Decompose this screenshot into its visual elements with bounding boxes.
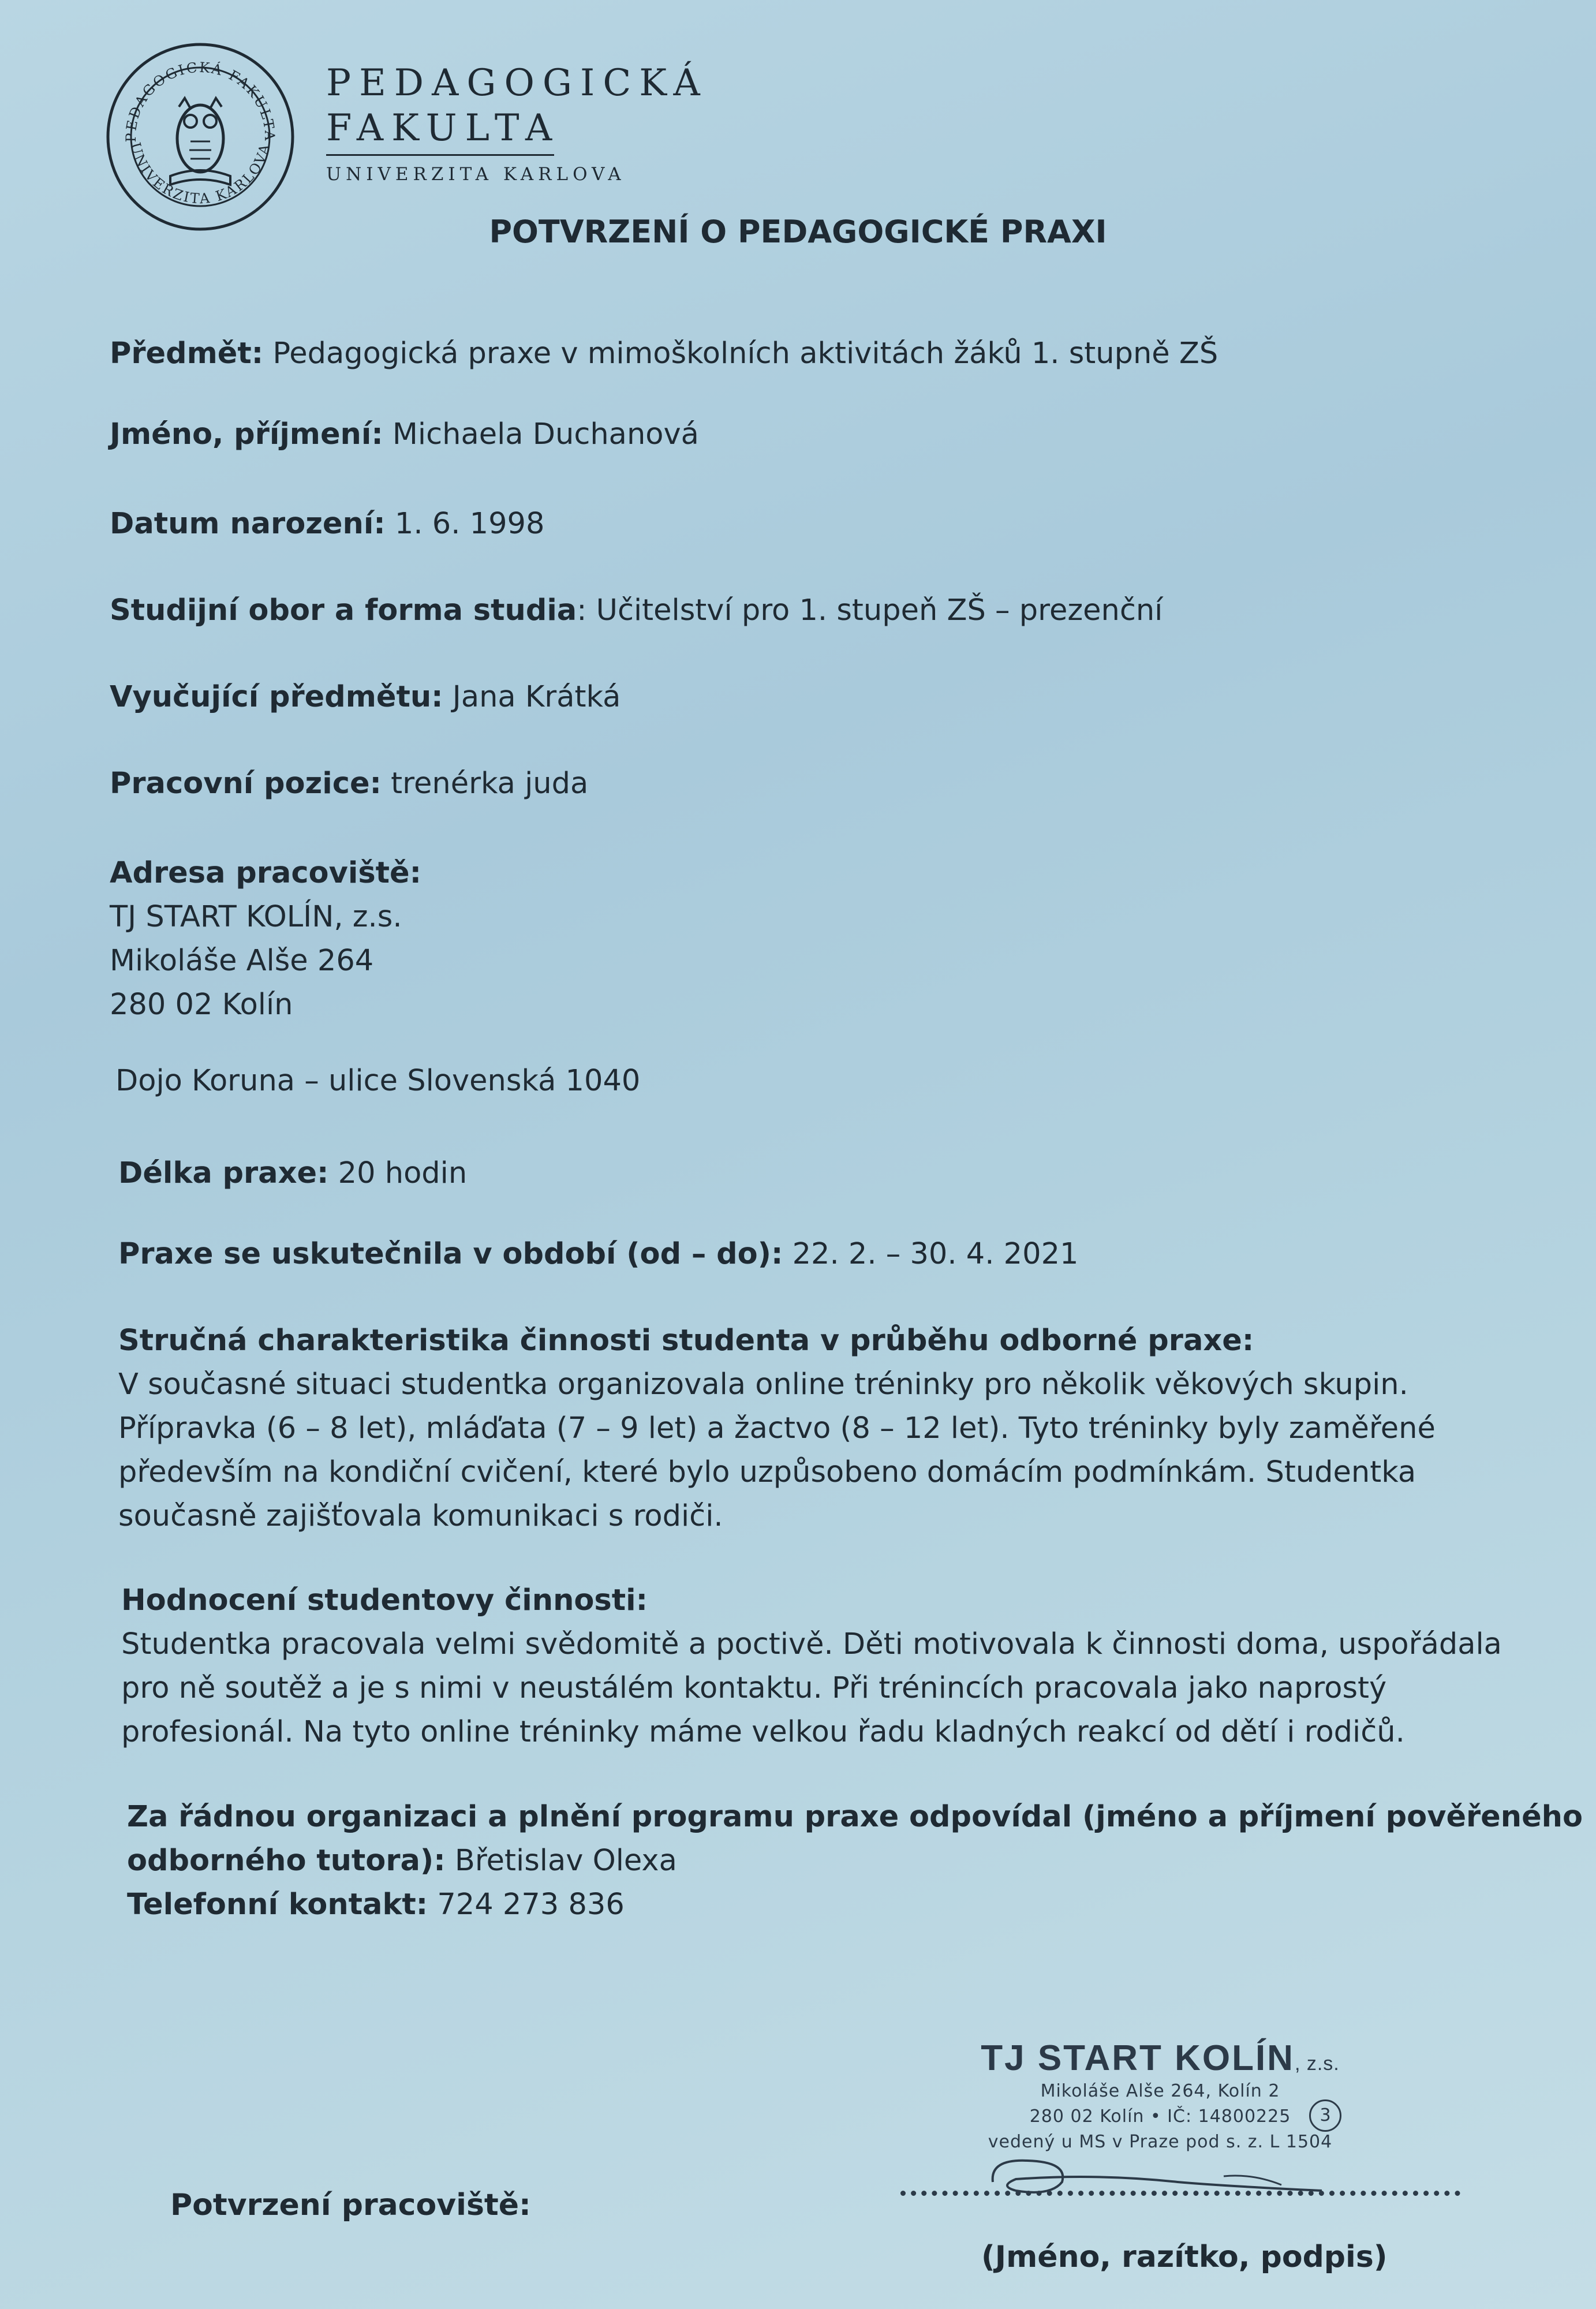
address-line4: Dojo Koruna – ulice Slovenská 1040 [115, 1064, 641, 1098]
characteristics-line: V současné situaci studentka organizovala online tréninky pro několik věkových skupin. [118, 1368, 1408, 1402]
tutor-label: odborného tutora): [127, 1844, 446, 1878]
seal-top-text: PEDAGOGICKÁ FAKULTA [122, 59, 278, 143]
field-teacher [110, 675, 621, 719]
faculty-seal [104, 40, 297, 234]
owl-seal-icon [104, 40, 297, 234]
faculty-line2: FAKULTA [326, 107, 560, 150]
field-birth-value: 1. 6. 1998 [385, 507, 545, 541]
university-name: UNIVERZITA KARLOVA [326, 164, 626, 185]
field-birth-label: Datum narození: [110, 507, 386, 541]
field-study-label: Studijní obor a forma studia [110, 593, 577, 627]
field-position [110, 762, 588, 806]
field-teacher-value: Jana Krátká [443, 680, 621, 714]
stamp-number: 3 [1309, 2099, 1341, 2132]
characteristics-heading: Stručná charakteristika činnosti studenta v průběhu odborné praxe: [118, 1324, 1254, 1358]
field-subject-value: Pedagogická praxe v mimoškolních aktivitách žáků 1. stupně ZŠ [263, 337, 1219, 371]
evaluation-heading: Hodnocení studentovy činnosti: [121, 1583, 648, 1617]
field-subject-label: Předmět: [110, 337, 264, 371]
address-line3: 280 02 Kolín [110, 988, 293, 1022]
evaluation-line: profesionál. Na tyto online tréninky máme velkou řadu kladných reakcí od dětí i rodičů. [121, 1715, 1405, 1749]
signature-line [900, 2191, 1460, 2196]
evaluation-line: Studentka pracovala velmi svědomitě a poctivě. Děti motivovala k činnosti doma, uspořádala [121, 1627, 1502, 1661]
characteristics-section [118, 1319, 1436, 1538]
field-address-label: Adresa pracoviště: [110, 856, 422, 890]
faculty-line1: PEDAGOGICKÁ [326, 62, 708, 104]
faculty-divider [326, 154, 554, 156]
field-position-label: Pracovní pozice: [110, 767, 382, 801]
seal-bottom-text: UNIVERZITA KARLOVA [127, 140, 274, 207]
evaluation-section [121, 1579, 1502, 1754]
field-address [110, 851, 421, 1027]
phone-label: Telefonní kontakt: [127, 1888, 428, 1922]
organization-stamp [952, 2038, 1368, 2155]
field-period-label: Praxe se uskutečnila v období (od – do): [118, 1237, 783, 1271]
stamp-line3: vedený u MS v Praze pod s. z. L 1504 [988, 2132, 1333, 2152]
address-line1: TJ START KOLÍN, z.s. [110, 900, 402, 934]
characteristics-line: současně zajišťovala komunikaci s rodiči. [118, 1499, 723, 1533]
tutor-name: Břetislav Olexa [445, 1844, 677, 1878]
field-teacher-label: Vyučující předmětu: [110, 680, 443, 714]
characteristics-line: Přípravka (6 – 8 let), mláďata (7 – 9 let) a žactvo (8 – 12 let). Tyto tréninky byly zaměřené [118, 1411, 1436, 1445]
tutor-phone [127, 1883, 1583, 1927]
signature-icon [981, 2150, 1339, 2214]
field-period-value: 22. 2. – 30. 4. 2021 [783, 1237, 1079, 1271]
stamp-suffix: , z.s. [1294, 2053, 1340, 2075]
field-subject [110, 332, 1218, 376]
field-study [110, 589, 1163, 633]
field-position-value: trenérka juda [381, 767, 589, 801]
field-length-label: Délka praxe: [118, 1156, 329, 1190]
tutor-section [127, 1795, 1583, 1927]
evaluation-line: pro ně soutěž a je s nimi v neustálém kontaktu. Při trénincích pracovala jako naprostý [121, 1671, 1387, 1705]
field-length-value: 20 hodin [328, 1156, 468, 1190]
stamp-line2: 280 02 Kolín • IČ: 14800225 [1029, 2106, 1291, 2127]
confirmation-label: Potvrzení pracoviště: [170, 2188, 531, 2222]
tutor-line2 [127, 1839, 1583, 1883]
stamp-name: TJ START KOLÍN [981, 2038, 1295, 2078]
stamp-line1: Mikoláše Alše 264, Kolín 2 [1040, 2081, 1280, 2101]
field-name-value: Michaela Duchanová [383, 417, 699, 451]
faculty-name-block [326, 61, 708, 185]
signature-caption: (Jméno, razítko, podpis) [981, 2240, 1388, 2274]
field-period [118, 1232, 1078, 1276]
document-title: POTVRZENÍ O PEDAGOGICKÉ PRAXI [489, 214, 1107, 250]
address-line2: Mikoláše Alše 264 [110, 944, 374, 978]
characteristics-line: především na kondiční cvičení, které bylo uzpůsobeno domácím podmínkám. Studentka [118, 1455, 1416, 1489]
field-name-label: Jméno, příjmení: [110, 417, 383, 451]
field-length [118, 1152, 467, 1195]
phone-value: 724 273 836 [428, 1888, 625, 1922]
tutor-line1: Za řádnou organizaci a plnění programu praxe odpovídal (jméno a příjmení pověřeného [127, 1800, 1583, 1834]
svg-text:PEDAGOGICKÁ FAKULTA [123, 59, 278, 143]
field-name [110, 413, 699, 457]
field-study-value: : Učitelství pro 1. stupeň ZŠ – prezenční [577, 593, 1163, 627]
field-birth [110, 502, 544, 546]
